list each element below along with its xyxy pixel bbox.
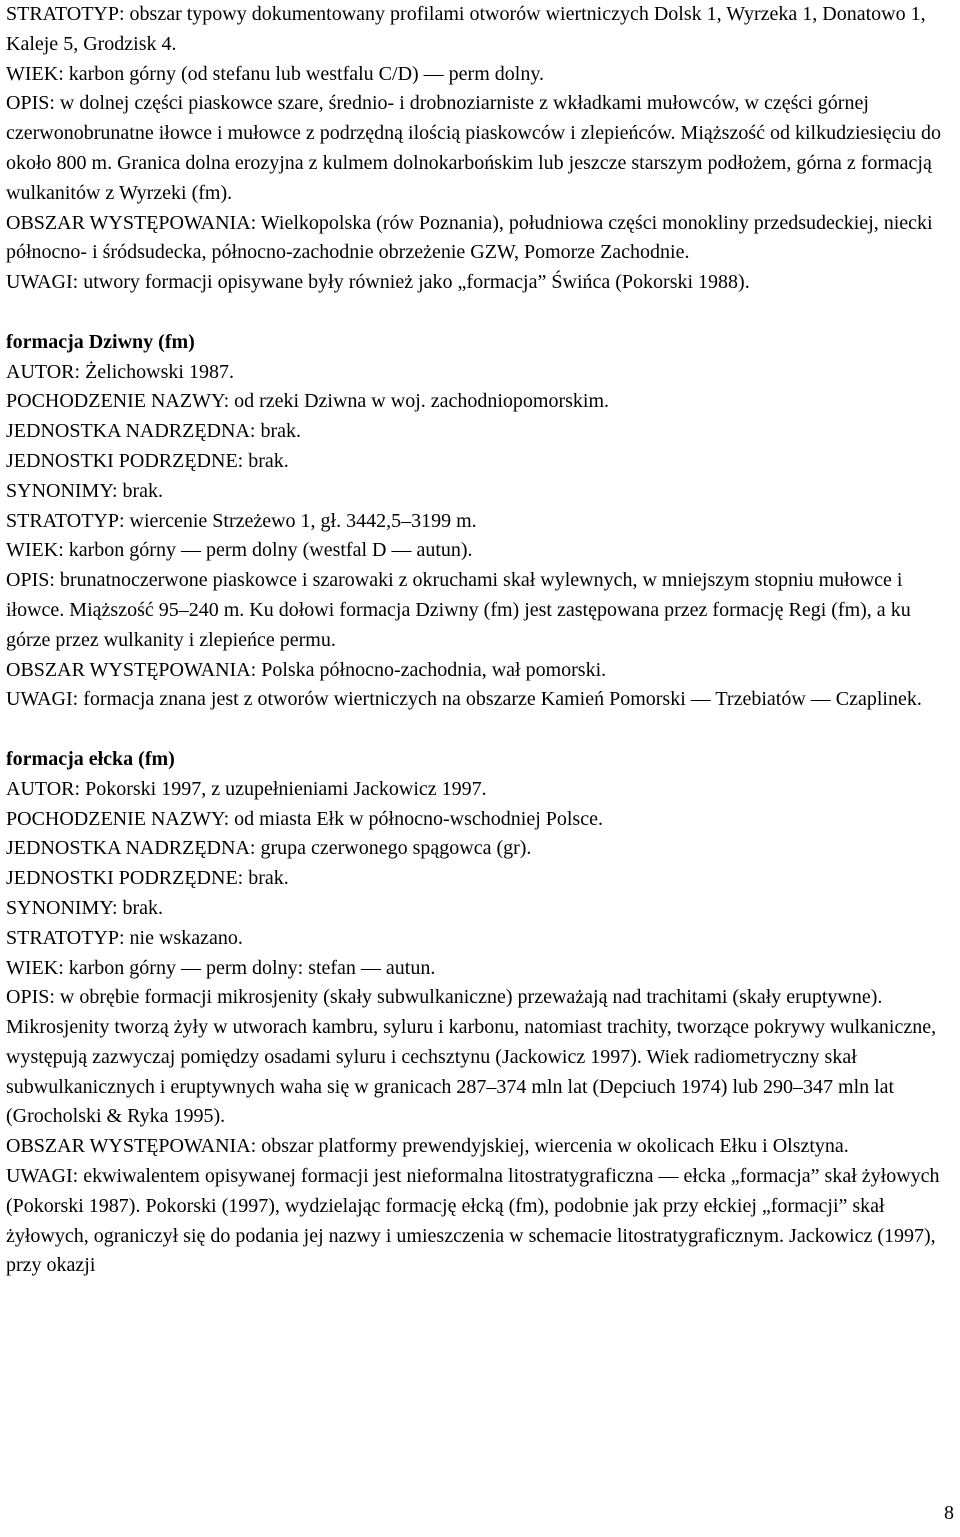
jednostka-nadrzedna-paragraph: JEDNOSTKA NADRZĘDNA: brak. (6, 420, 301, 443)
uwagi-paragraph: UWAGI: ekwiwalentem opisywanej formacji jest nieformalna litostratygraficzna — ełcka „formacja” skał żyłowych (Pokorski 1987). Pokorski (1997), wydzielając formację ełcką (fm), podobnie jak przy ełckiej „formacji” skał żyłowych, ograniczył się do podania jej nazwy i umieszczenia w schemacie litostratygraficznym. Jackowicz (1997), przy okazji (6, 1165, 940, 1277)
wiek-paragraph: WIEK: karbon górny (od stefanu lub westfalu C/D) — perm dolny. (6, 62, 545, 85)
pochodzenie-paragraph: POCHODZENIE NAZWY: od rzeki Dziwna w woj. zachodniopomorskim. (6, 390, 610, 413)
section-formacja-dziwny (6, 328, 956, 715)
jednostki-podrzedne-paragraph: JEDNOSTKI PODRZĘDNE: brak. (6, 449, 289, 472)
stratotyp-paragraph: STRATOTYP: obszar typowy dokumentowany profilami otworów wiertniczych Dolsk 1, Wyrzeka 1, Donatowo 1, Kaleje 5, Grodzisk 4. (6, 3, 926, 55)
section-czerwony-spagowiec-continuation (6, 0, 956, 298)
section-gap (6, 298, 956, 328)
stratotyp-paragraph: STRATOTYP: nie wskazano. (6, 926, 243, 949)
uwagi-paragraph: UWAGI: utwory formacji opisywane były również jako „formacja” Świńca (Pokorski 1988). (6, 271, 750, 294)
synonimy-paragraph: SYNONIMY: brak. (6, 896, 164, 919)
jednostki-podrzedne-paragraph: JEDNOSTKI PODRZĘDNE: brak. (6, 867, 289, 890)
opis-paragraph: OPIS: brunatnoczerwone piaskowce i szarowaki z okruchami skał wylewnych, w mniejszym stopniu mułowce i iłowce. Miąższość 95–240 m. Ku dołowi formacja Dziwny (fm) jest zastępowana przez formację Regi (fm), a ku górze przez wulkanity i zlepieńce permu. (6, 569, 911, 651)
opis-paragraph: OPIS: w obrębie formacji mikrosjenity (skały subwulkaniczne) przeważają nad trachitami (skały eruptywne). Mikrosjenity tworzą żyły w utworach kambru, syluru i karbonu, natomiast trachity, tworzące pokrywy wulkaniczne, występują zazwyczaj pomiędzy osadami syluru i cechsztynu (Jackowicz 1997). Wiek radiometryczny skał subwulkanicznych i eruptywnych waha się w granicach 287–374 mln lat (Depciuch 1974) lub 290–347 mln lat (Grocholski & Ryka 1995). (6, 986, 937, 1128)
synonimy-paragraph: SYNONIMY: brak. (6, 479, 164, 502)
section-gap (6, 715, 956, 745)
autor-paragraph: AUTOR: Żelichowski 1987. (6, 360, 234, 383)
obszar-paragraph: OBSZAR WYSTĘPOWANIA: Wielkopolska (rów Poznania), południowa części monokliny przedsudeckiej, niecki północno- i śródsudecka, północno-zachodnie obrzeżenie GZW, Pomorze Zachodnie. (6, 211, 933, 264)
pochodzenie-paragraph: POCHODZENIE NAZWY: od miasta Ełk w północno-wschodniej Polsce. (6, 807, 603, 830)
wiek-paragraph: WIEK: karbon górny — perm dolny: stefan — autun. (6, 956, 436, 979)
wiek-paragraph: WIEK: karbon górny — perm dolny (westfal D — autun). (6, 539, 473, 562)
jednostka-nadrzedna-paragraph: JEDNOSTKA NADRZĘDNA: grupa czerwonego spągowca (gr). (6, 837, 532, 860)
section-formacja-elcka (6, 745, 956, 1281)
stratotyp-paragraph: STRATOTYP: wiercenie Strzeżewo 1, gł. 3442,5–3199 m. (6, 509, 477, 532)
section-heading: formacja ełcka (fm) (6, 747, 175, 770)
section-heading: formacja Dziwny (fm) (6, 330, 195, 353)
opis-paragraph: OPIS: w dolnej części piaskowce szare, średnio- i drobnoziarniste z wkładkami mułowców, w części górnej czerwonobrunatne iłowce i mułowce z podrzędną ilością piaskowców i zlepieńców. Miąższość od kilkudziesięciu do około 800 m. Granica dolna erozyjna z kulmem dolnokarbońskim lub jeszcze starszym podłożem, górna z formacją wulkanitów z Wyrzeki (fm). (6, 92, 942, 204)
autor-paragraph: AUTOR: Pokorski 1997, z uzupełnieniami Jackowicz 1997. (6, 777, 487, 800)
obszar-paragraph: OBSZAR WYSTĘPOWANIA: obszar platformy prewendyjskiej, wiercenia w okolicach Ełku i Olsztyna. (6, 1135, 849, 1158)
document-page (6, 0, 956, 1281)
obszar-paragraph: OBSZAR WYSTĘPOWANIA: Polska północno-zachodnia, wał pomorski. (6, 658, 607, 681)
uwagi-paragraph: UWAGI: formacja znana jest z otworów wiertniczych na obszarze Kamień Pomorski — Trzebiatów — Czaplinek. (6, 688, 922, 711)
page-number: 8 (944, 1502, 954, 1524)
